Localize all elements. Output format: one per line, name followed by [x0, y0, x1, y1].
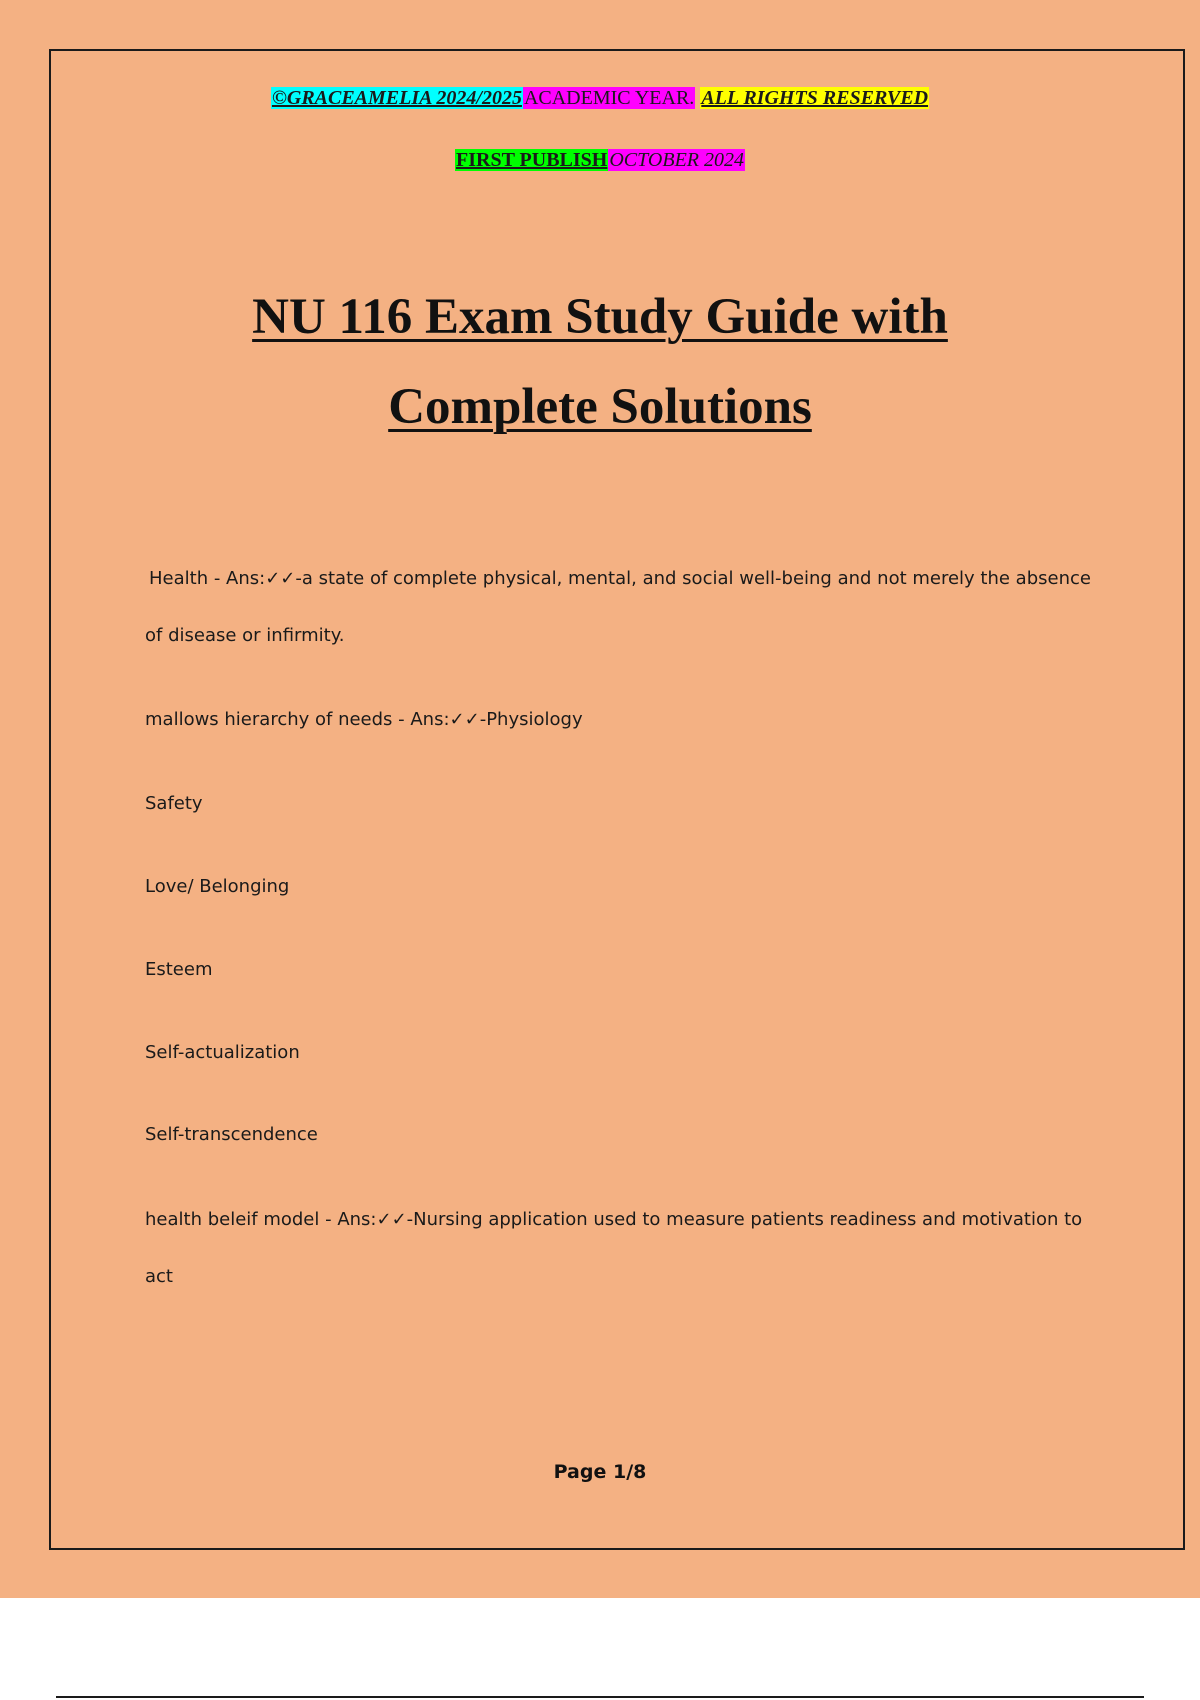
health-entry-line-2: of disease or infirmity. [145, 625, 345, 646]
document-title [0, 272, 1200, 452]
self-transcendence-item: Self-transcendence [145, 1124, 318, 1145]
page-number: Page 1/8 [553, 1461, 647, 1483]
rights-reserved-text: ALL RIGHTS RESERVED [701, 87, 929, 109]
esteem-item: Esteem [145, 959, 213, 980]
self-actualization-item: Self-actualization [145, 1042, 300, 1063]
copyright-text: ©GRACEAMELIA 2024/2025 [271, 87, 522, 109]
maslow-entry: mallows hierarchy of needs - Ans:✓✓-Physiology [145, 709, 583, 730]
publish-header [0, 149, 1200, 171]
next-page-divider [56, 1696, 1144, 1698]
love-belonging-item: Love/ Belonging [145, 876, 290, 897]
safety-item: Safety [145, 793, 203, 814]
title-line-2: Complete Solutions [388, 379, 812, 435]
title-line-1: NU 116 Exam Study Guide with [252, 289, 948, 345]
first-publish-text: FIRST PUBLISH [456, 149, 608, 171]
copyright-header [0, 87, 1200, 109]
academic-year-text: ACADEMIC YEAR. [523, 87, 695, 109]
health-belief-entry-line-2: act [145, 1266, 173, 1287]
publish-date-text: OCTOBER 2024 [609, 149, 744, 171]
health-entry-line-1: Health - Ans:✓✓-a state of complete physical, mental, and social well-being and not merely the absence [149, 568, 1091, 589]
health-belief-entry-line-1: health beleif model - Ans:✓✓-Nursing application used to measure patients readiness and motivation to [145, 1209, 1083, 1230]
